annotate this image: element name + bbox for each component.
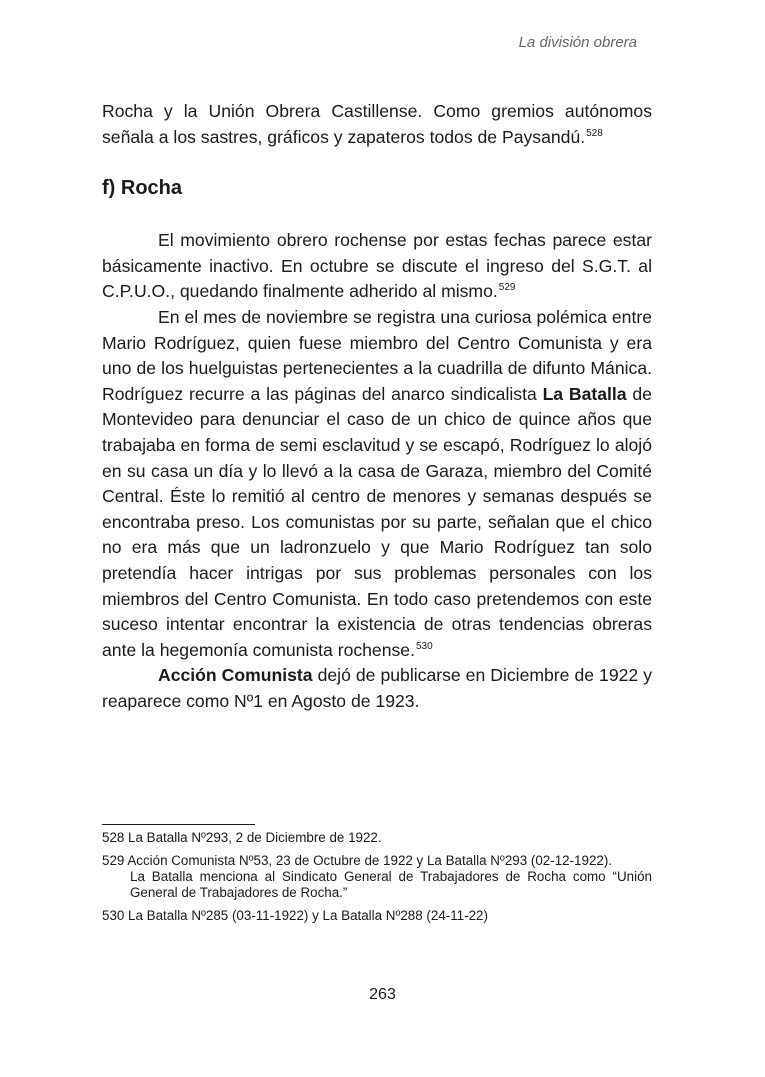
footnotes xyxy=(102,830,652,931)
footnote-divider xyxy=(102,824,255,825)
footnote-ref-530: 530 xyxy=(415,640,433,652)
page-number: 263 xyxy=(369,986,396,1003)
footnote-528: 528 La Batalla Nº293, 2 de Diciembre de 1922. xyxy=(102,830,382,845)
footnote-ref-529: 529 xyxy=(498,282,516,294)
footnote-529-line1: 529 Acción Comunista Nº53, 23 de Octubre de 1922 y La Batalla Nº293 (02-12-1922). xyxy=(102,853,613,868)
paragraph-text: de Montevideo para denunciar el caso de un chico de quince años que trabajaba en forma de semi esclavitud y se escapó, Rodríguez lo alojó en su casa un día y lo llevó a la casa de Garaza, miembro del Comité Central. Éste lo remitió al centro de menores y semanas después se encontraba preso. Los comunistas por su parte, señalan que el chico no era más que un ladronzuelo y que Mario Rodríguez tan solo pretendía hacer intrigas por sus problemas personales con los miembros del Centro Comunista. En todo caso pretendemos con este suceso intentar encontrar la existencia de otras tendencias obreras ante la hegemonía comunista rochense. xyxy=(102,383,652,660)
body-text xyxy=(102,99,652,714)
footnote-529-line2: La Batalla menciona al Sindicato General de Trabajadores de Rocha como “Unión General de Trabajadores de Rocha.” xyxy=(130,869,652,900)
paragraph-2 xyxy=(102,305,652,663)
paragraph-text: dejó de publicarse en Diciembre de 1922 y reaparece como Nº1 en Agosto de 1923. xyxy=(102,665,653,711)
footnote-530: 530 La Batalla Nº285 (03-11-1922) y La Batalla Nº288 (24-11-22) xyxy=(102,908,488,923)
newspaper-title: Acción Comunista xyxy=(158,665,313,686)
paragraph-1 xyxy=(102,228,652,305)
footnote-529 xyxy=(102,853,652,901)
section-heading: f) Rocha xyxy=(102,177,182,200)
footnote-ref-528: 528 xyxy=(586,127,603,139)
newspaper-title: La Batalla xyxy=(542,383,627,404)
paragraph-text: El movimiento obrero rochense por estas fechas parece estar básicamente inactivo. En octubre se discute el ingreso del S.G.T. al C.P.U.O., quedando finalmente adherido al mismo. xyxy=(102,230,652,302)
running-header: La división obrera xyxy=(518,34,637,51)
paragraph-text: Rocha y la Unión Obrera Castillense. Como gremios autónomos señala a los sastres, gráficos y zapateros todos de Paysandú. xyxy=(102,101,652,147)
paragraph-3 xyxy=(102,663,652,714)
paragraph-text: En el mes de noviembre se registra una curiosa polémica entre Mario Rodríguez, quien fuese miembro del Centro Comunista y era uno de los huelguistas pertenecientes a la cuadrilla de difunto Mánica. Rodríguez recurre a las páginas del anarco sindicalista xyxy=(102,306,652,404)
paragraph-continuation xyxy=(102,99,652,150)
